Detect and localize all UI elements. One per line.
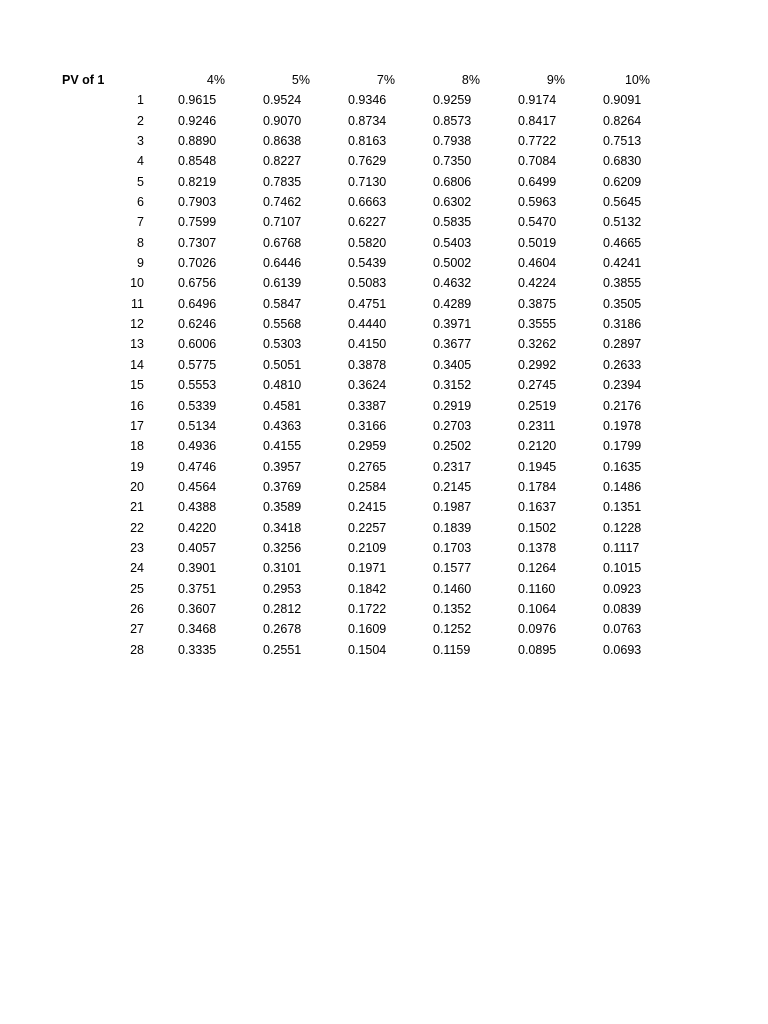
table-row: [62, 619, 654, 639]
pv-factor-cell: 0.8219: [178, 174, 217, 189]
pv-factor-cell: 0.2519: [518, 398, 557, 413]
pv-factor-cell: 0.3387: [348, 398, 387, 413]
rate-header-7: 7%: [376, 73, 395, 87]
pv-factor-cell: 0.1577: [433, 561, 472, 576]
period-cell: 20: [130, 479, 144, 494]
period-cell: 2: [137, 113, 144, 128]
pv-factor-cell: 0.4155: [263, 439, 302, 454]
pv-factor-cell: 0.3607: [178, 601, 217, 616]
table-row: [62, 457, 654, 477]
table-row: [62, 212, 654, 232]
pv-factor-cell: 0.1609: [348, 622, 387, 637]
pv-factor-cell: 0.2551: [263, 642, 302, 657]
period-cell: 6: [137, 195, 144, 210]
pv-factor-cell: 0.2176: [603, 398, 642, 413]
pv-factor-cell: 0.3468: [178, 622, 217, 637]
pv-factor-cell: 0.3166: [348, 418, 387, 433]
pv-factor-cell: 0.1264: [518, 561, 557, 576]
pv-factor-cell: 0.6806: [433, 174, 472, 189]
pv-factor-cell: 0.4746: [178, 459, 217, 474]
table-row: [62, 334, 654, 354]
table-row: [62, 192, 654, 212]
pv-factor-cell: 0.9070: [263, 113, 302, 128]
pv-factor-cell: 0.1015: [603, 561, 642, 576]
table-row: [62, 233, 654, 253]
pv-factor-cell: 0.4289: [433, 296, 472, 311]
pv-factor-cell: 0.1117: [603, 540, 640, 555]
pv-factor-cell: 0.4150: [348, 337, 387, 352]
table-row: [62, 294, 654, 314]
table-row: [62, 253, 654, 273]
pv-factor-cell: 0.3769: [263, 479, 302, 494]
pv-factor-cell: 0.4057: [178, 540, 217, 555]
pv-factor-cell: 0.6227: [348, 215, 387, 230]
pv-factor-cell: 0.9259: [433, 93, 472, 108]
pv-factor-cell: 0.5303: [263, 337, 302, 352]
pv-factor-cell: 0.6446: [263, 256, 302, 271]
pv-factor-cell: 0.3101: [263, 561, 302, 576]
pv-factor-cell: 0.1799: [603, 439, 642, 454]
pv-factor-cell: 0.4632: [433, 276, 472, 291]
table-row: [62, 396, 654, 416]
pv-factor-cell: 0.1228: [603, 520, 642, 535]
pv-factor-cell: 0.2120: [518, 439, 557, 454]
pv-factor-cell: 0.7107: [263, 215, 302, 230]
pv-factor-cell: 0.4440: [348, 317, 387, 332]
pv-factor-cell: 0.5019: [518, 235, 557, 250]
pv-factor-cell: 0.8573: [433, 113, 472, 128]
pv-factor-cell: 0.4363: [263, 418, 302, 433]
pv-table: [62, 70, 654, 660]
pv-factor-cell: 0.1635: [603, 459, 642, 474]
pv-factor-cell: 0.1784: [518, 479, 557, 494]
pv-factor-cell: 0.1502: [518, 520, 557, 535]
pv-factor-cell: 0.6830: [603, 154, 642, 169]
pv-factor-cell: 0.1945: [518, 459, 557, 474]
table-row: [62, 90, 654, 110]
pv-factor-cell: 0.1637: [518, 500, 557, 515]
pv-factor-cell: 0.3505: [603, 296, 642, 311]
table-row: [62, 151, 654, 171]
period-cell: 11: [131, 296, 144, 311]
table-row: [62, 172, 654, 192]
table-row: [62, 111, 654, 131]
period-cell: 4: [137, 154, 144, 169]
pv-factor-cell: 0.4241: [603, 256, 642, 271]
pv-factor-cell: 0.7938: [433, 134, 472, 149]
pv-factor-cell: 0.3555: [518, 317, 557, 332]
pv-factor-cell: 0.7130: [348, 174, 387, 189]
pv-factor-cell: 0.1842: [348, 581, 387, 596]
table-title: PV of 1: [62, 73, 105, 87]
pv-factor-cell: 0.2145: [433, 479, 472, 494]
period-cell: 18: [130, 439, 144, 454]
pv-factor-cell: 0.4224: [518, 276, 557, 291]
pv-factor-cell: 0.3878: [348, 357, 387, 372]
pv-factor-cell: 0.1504: [348, 642, 387, 657]
pv-factor-cell: 0.5132: [603, 215, 642, 230]
pv-factor-cell: 0.1460: [433, 581, 472, 596]
pv-factor-cell: 0.1971: [348, 561, 387, 576]
pv-factor-cell: 0.3152: [433, 378, 472, 393]
table-row: [62, 497, 654, 517]
period-cell: 19: [130, 459, 144, 474]
pv-factor-cell: 0.8548: [178, 154, 217, 169]
pv-factor-cell: 0.2919: [433, 398, 472, 413]
pv-factor-cell: 0.7722: [518, 134, 557, 149]
pv-factor-cell: 0.3405: [433, 357, 472, 372]
period-cell: 26: [130, 601, 144, 616]
table-row: [62, 416, 654, 436]
period-cell: 9: [137, 256, 144, 271]
pv-factor-cell: 0.3186: [603, 317, 642, 332]
table-row: [62, 579, 654, 599]
pv-factor-cell: 0.3751: [178, 581, 217, 596]
pv-factor-cell: 0.1703: [433, 540, 472, 555]
pv-factor-cell: 0.7026: [178, 256, 217, 271]
table-row: [62, 131, 654, 151]
pv-factor-cell: 0.2765: [348, 459, 387, 474]
table-row: [62, 314, 654, 334]
pv-factor-cell: 0.7462: [263, 195, 302, 210]
pv-factor-cell: 0.8734: [348, 113, 387, 128]
pv-factor-cell: 0.2953: [263, 581, 302, 596]
period-cell: 13: [130, 337, 144, 352]
pv-factor-cell: 0.9091: [603, 93, 642, 108]
pv-factor-cell: 0.3262: [518, 337, 557, 352]
pv-factor-cell: 0.8163: [348, 134, 387, 149]
table-row: [62, 273, 654, 293]
pv-factor-cell: 0.3256: [263, 540, 302, 555]
pv-factor-cell: 0.9246: [178, 113, 217, 128]
pv-factor-cell: 0.4751: [348, 296, 387, 311]
table-row: [62, 640, 654, 660]
pv-factor-cell: 0.2745: [518, 378, 557, 393]
pv-factor-cell: 0.7629: [348, 154, 387, 169]
pv-factor-cell: 0.4564: [178, 479, 217, 494]
pv-factor-cell: 0.5835: [433, 215, 472, 230]
pv-factor-cell: 0.6139: [263, 276, 302, 291]
pv-factor-cell: 0.7084: [518, 154, 557, 169]
pv-factor-cell: 0.5645: [603, 195, 642, 210]
pv-factor-cell: 0.5083: [348, 276, 387, 291]
pv-factor-cell: 0.1987: [433, 500, 472, 515]
pv-factor-cell: 0.5847: [263, 296, 302, 311]
table-row: [62, 558, 654, 578]
pv-factor-cell: 0.5403: [433, 235, 472, 250]
pv-factor-cell: 0.6756: [178, 276, 217, 291]
period-cell: 27: [130, 622, 144, 637]
pv-factor-cell: 0.2959: [348, 439, 387, 454]
pv-factor-cell: 0.2633: [603, 357, 642, 372]
pv-factor-cell: 0.2109: [348, 540, 387, 555]
pv-factor-cell: 0.2394: [603, 378, 642, 393]
pv-factor-cell: 0.8638: [263, 134, 302, 149]
table-row: [62, 599, 654, 619]
table-row: [62, 518, 654, 538]
period-cell: 16: [130, 398, 144, 413]
pv-factor-cell: 0.1839: [433, 520, 472, 535]
pv-factor-cell: 0.1351: [603, 500, 642, 515]
pv-factor-cell: 0.6496: [178, 296, 217, 311]
pv-factor-cell: 0.7350: [433, 154, 472, 169]
pv-factor-cell: 0.6006: [178, 337, 217, 352]
period-cell: 23: [130, 540, 144, 555]
pv-factor-cell: 0.5963: [518, 195, 557, 210]
pv-factor-cell: 0.9346: [348, 93, 387, 108]
pv-factor-cell: 0.7599: [178, 215, 217, 230]
period-cell: 8: [137, 235, 144, 250]
period-cell: 3: [137, 134, 144, 149]
pv-factor-cell: 0.2897: [603, 337, 642, 352]
table-row: [62, 477, 654, 497]
pv-factor-cell: 0.2257: [348, 520, 387, 535]
pv-factor-cell: 0.8890: [178, 134, 217, 149]
rate-header-9: 9%: [546, 73, 565, 87]
period-cell: 5: [137, 174, 144, 189]
pv-factor-cell: 0.0763: [603, 622, 642, 637]
pv-factor-cell: 0.1352: [433, 601, 472, 616]
period-cell: 10: [130, 276, 144, 291]
pv-factor-cell: 0.3957: [263, 459, 302, 474]
pv-factor-cell: 0.1064: [518, 601, 557, 616]
pv-factor-cell: 0.6246: [178, 317, 217, 332]
table-row: [62, 375, 654, 395]
pv-factor-cell: 0.8264: [603, 113, 642, 128]
pv-factor-cell: 0.1378: [518, 540, 557, 555]
pv-factor-cell: 0.7307: [178, 235, 217, 250]
pv-factor-cell: 0.2415: [348, 500, 387, 515]
rate-header-8: 8%: [461, 73, 480, 87]
pv-factor-cell: 0.0693: [603, 642, 642, 657]
pv-factor-cell: 0.7903: [178, 195, 217, 210]
pv-factor-cell: 0.0976: [518, 622, 557, 637]
period-cell: 25: [130, 581, 144, 596]
pv-factor-cell: 0.3677: [433, 337, 472, 352]
pv-factor-cell: 0.4388: [178, 500, 217, 515]
pv-factor-cell: 0.1160: [518, 581, 556, 596]
pv-factor-cell: 0.6768: [263, 235, 302, 250]
pv-factor-cell: 0.4581: [263, 398, 302, 413]
pv-factor-cell: 0.0923: [603, 581, 642, 596]
pv-factor-cell: 0.6209: [603, 174, 642, 189]
pv-factor-cell: 0.0839: [603, 601, 642, 616]
pv-factor-cell: 0.4936: [178, 439, 217, 454]
pv-factor-cell: 0.9174: [518, 93, 557, 108]
pv-factor-cell: 0.5568: [263, 317, 302, 332]
pv-factor-cell: 0.5775: [178, 357, 217, 372]
period-cell: 22: [130, 520, 144, 535]
pv-factor-cell: 0.5134: [178, 418, 217, 433]
table-row: [62, 538, 654, 558]
period-cell: 14: [130, 357, 144, 372]
pv-factor-cell: 0.9615: [178, 93, 217, 108]
period-cell: 28: [130, 642, 144, 657]
pv-factor-cell: 0.3418: [263, 520, 302, 535]
pv-factor-cell: 0.4665: [603, 235, 642, 250]
pv-factor-cell: 0.2703: [433, 418, 472, 433]
period-cell: 7: [137, 215, 144, 230]
period-cell: 21: [130, 500, 144, 515]
pv-factor-cell: 0.0895: [518, 642, 557, 657]
pv-factor-cell: 0.5002: [433, 256, 472, 271]
pv-factor-cell: 0.1722: [348, 601, 387, 616]
pv-factor-cell: 0.2502: [433, 439, 472, 454]
period-cell: 1: [137, 93, 144, 108]
pv-factor-cell: 0.3589: [263, 500, 302, 515]
pv-factor-cell: 0.2992: [518, 357, 557, 372]
table-row: [62, 436, 654, 456]
pv-factor-cell: 0.1252: [433, 622, 472, 637]
rate-header-4: 4%: [206, 73, 225, 87]
pv-factor-cell: 0.8227: [263, 154, 302, 169]
pv-factor-cell: 0.8417: [518, 113, 557, 128]
pv-factor-cell: 0.3901: [178, 561, 217, 576]
pv-factor-cell: 0.5051: [263, 357, 302, 372]
pv-factor-cell: 0.5439: [348, 256, 387, 271]
pv-factor-cell: 0.7835: [263, 174, 302, 189]
pv-factor-cell: 0.2812: [263, 601, 302, 616]
table-body: [62, 90, 654, 660]
pv-factor-cell: 0.5820: [348, 235, 387, 250]
period-cell: 12: [130, 317, 144, 332]
pv-factor-cell: 0.1159: [433, 642, 471, 657]
pv-factor-cell: 0.2678: [263, 622, 302, 637]
pv-factor-cell: 0.5339: [178, 398, 217, 413]
pv-factor-cell: 0.9524: [263, 93, 302, 108]
table-row: [62, 355, 654, 375]
pv-factor-cell: 0.3971: [433, 317, 472, 332]
period-cell: 24: [130, 561, 144, 576]
pv-factor-cell: 0.5470: [518, 215, 557, 230]
header-row: [62, 70, 654, 90]
pv-factor-cell: 0.6663: [348, 195, 387, 210]
rate-header-10: 10%: [624, 73, 650, 87]
pv-factor-cell: 0.5553: [178, 378, 217, 393]
pv-factor-cell: 0.2317: [433, 459, 472, 474]
pv-factor-cell: 0.7513: [603, 134, 642, 149]
pv-factor-cell: 0.3855: [603, 276, 642, 291]
pv-factor-cell: 0.4810: [263, 378, 302, 393]
pv-factor-cell: 0.4604: [518, 256, 557, 271]
period-cell: 17: [130, 418, 144, 433]
pv-factor-cell: 0.3335: [178, 642, 217, 657]
rate-header-5: 5%: [291, 73, 310, 87]
pv-factor-cell: 0.4220: [178, 520, 217, 535]
pv-factor-cell: 0.1978: [603, 418, 642, 433]
pv-factor-cell: 0.3624: [348, 378, 387, 393]
pv-factor-cell: 0.3875: [518, 296, 557, 311]
pv-factor-cell: 0.1486: [603, 479, 642, 494]
pv-factor-cell: 0.6499: [518, 174, 557, 189]
period-cell: 15: [130, 378, 144, 393]
pv-factor-cell: 0.6302: [433, 195, 472, 210]
pv-factor-cell: 0.2584: [348, 479, 387, 494]
pv-factor-cell: 0.2311: [518, 418, 556, 433]
